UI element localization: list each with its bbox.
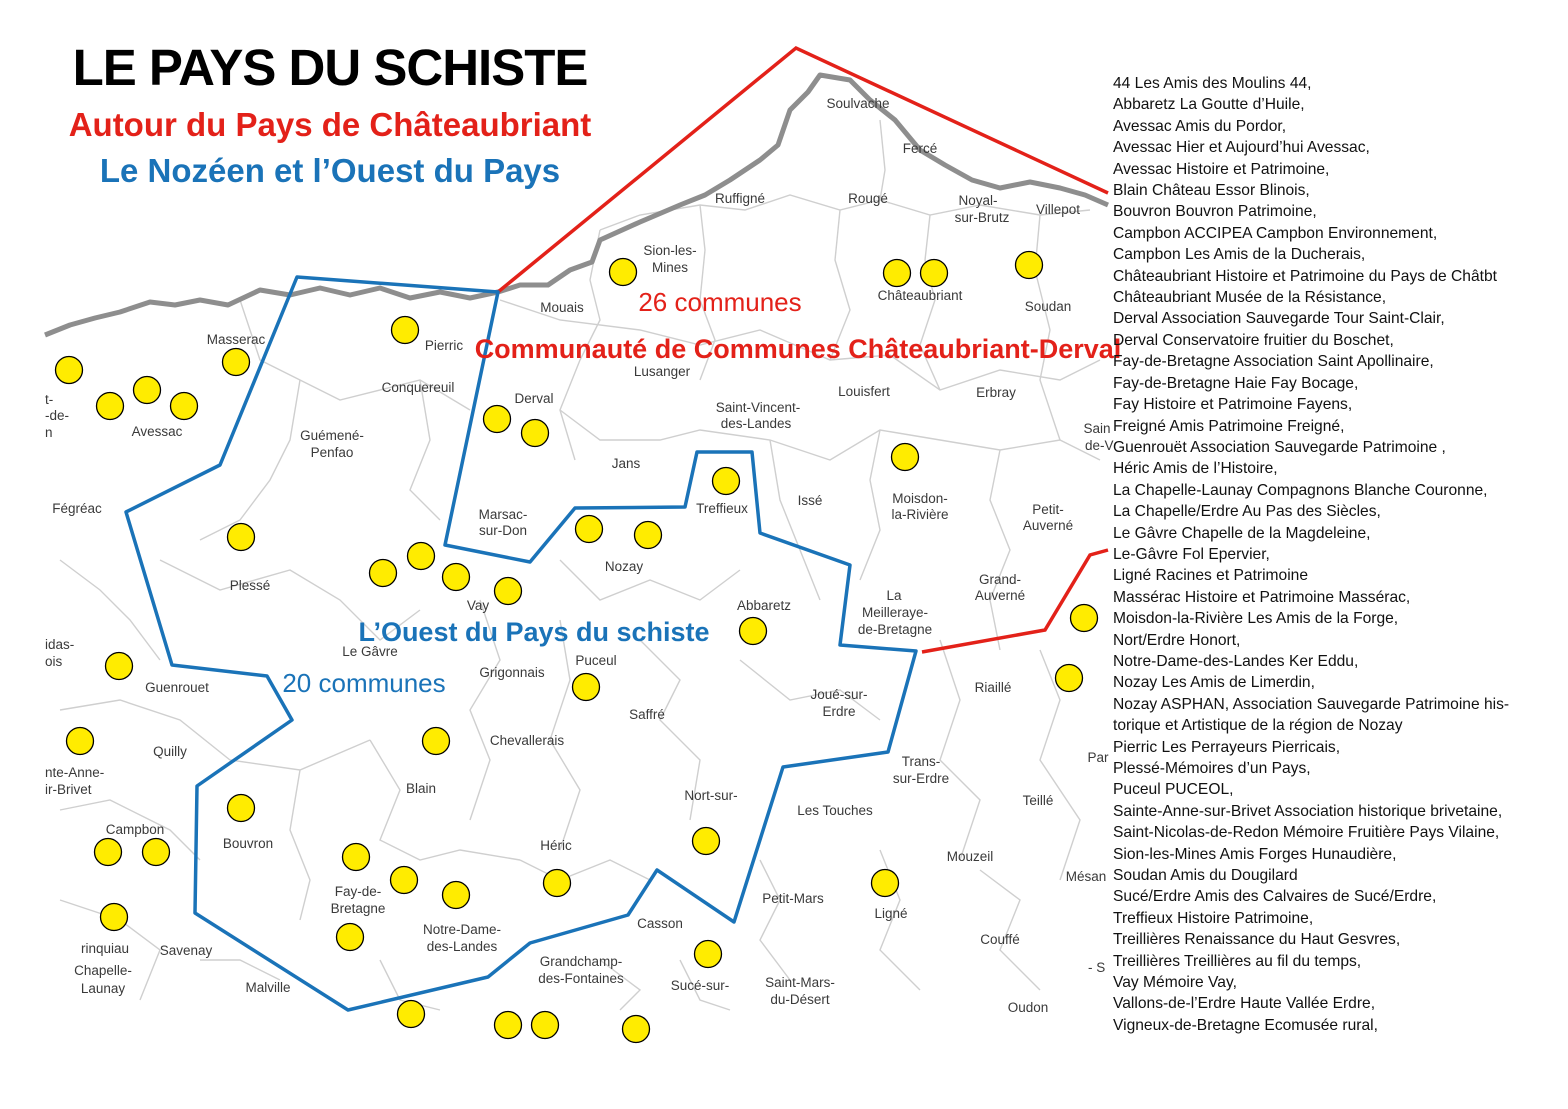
association-marker <box>370 560 397 587</box>
association-marker <box>134 377 161 404</box>
commune-label: Oudon <box>1007 1000 1049 1015</box>
association-item: Vay Mémoire Vay, <box>1113 974 1237 992</box>
commune-label: Fercé <box>902 141 938 156</box>
association-marker <box>623 1016 650 1043</box>
association-item: Avessac Hier et Aujourd’hui Avessac, <box>1113 139 1370 157</box>
association-marker <box>495 1012 522 1039</box>
association-marker <box>693 828 720 855</box>
association-item: La Chapelle/Erdre Au Pas des Siècles, <box>1113 503 1381 521</box>
association-marker <box>56 357 83 384</box>
association-marker <box>392 317 419 344</box>
association-marker <box>495 578 522 605</box>
association-marker <box>532 1012 559 1039</box>
commune-label: Launay <box>80 981 126 996</box>
commune-label: Notre-Dame- <box>422 922 502 937</box>
association-marker <box>573 674 600 701</box>
commune-label: Fégréac <box>52 501 102 516</box>
commune-label: Guenrouet <box>145 680 209 695</box>
association-item: Treffieux Histoire Patrimoine, <box>1113 909 1314 927</box>
commune-label: Couffé <box>980 932 1020 947</box>
association-marker <box>884 260 911 287</box>
commune-label: Nort-sur- <box>684 788 738 803</box>
association-marker <box>228 524 255 551</box>
association-item: Bouvron Bouvron Patrimoine, <box>1113 203 1317 221</box>
commune-label: Soulvache <box>826 96 890 111</box>
association-item: Treillières Treillières au fil du temps, <box>1113 952 1362 970</box>
commune-label: Issé <box>797 493 823 508</box>
commune-label: Quilly <box>153 744 187 759</box>
commune-label: -de- <box>45 408 70 423</box>
commune-label: Héric <box>540 838 572 853</box>
blue-region-count: 20 communes <box>282 668 446 698</box>
commune-label: Grand- <box>978 572 1022 587</box>
red-region-count: 26 communes <box>638 287 802 317</box>
commune-label: Saffré <box>629 707 665 722</box>
commune-label: Chevallerais <box>489 733 565 748</box>
association-marker <box>872 870 899 897</box>
map-title: LE PAYS DU SCHISTE <box>72 39 588 96</box>
commune-label: Mésan <box>1065 869 1107 884</box>
commune-label: Abbaretz <box>736 598 792 613</box>
association-item: 44 Les Amis des Moulins 44, <box>1113 75 1312 92</box>
association-item: Freigné Amis Patrimoine Freigné, <box>1113 417 1345 435</box>
association-item: Sainte-Anne-sur-Brivet Association historique brivetaine, <box>1113 802 1503 820</box>
commune-label: Jans <box>611 456 641 471</box>
commune-label: Soudan <box>1024 299 1072 314</box>
commune-label: Sain <box>1083 421 1111 436</box>
commune-label: Malville <box>245 980 291 995</box>
commune-label: Châteaubriant <box>877 288 963 303</box>
commune-label: Masserac <box>206 332 266 347</box>
association-marker <box>223 349 250 376</box>
commune-label: Louisfert <box>838 384 890 399</box>
association-marker <box>67 728 94 755</box>
commune-label: Penfao <box>310 445 354 460</box>
commune-label: Rougé <box>848 191 888 206</box>
commune-label: Campbon <box>105 822 165 837</box>
commune-label: Treffieux <box>696 501 748 516</box>
commune-label: des-Landes <box>426 939 498 954</box>
commune-label: Derval <box>514 391 554 406</box>
commune-label: Erdre <box>822 704 856 719</box>
association-item: Avessac Amis du Pordor, <box>1113 117 1287 135</box>
commune-label: Petit- <box>1032 502 1064 517</box>
association-item: Le-Gâvre Fol Epervier, <box>1113 545 1270 563</box>
commune-label: Grandchamp- <box>539 954 623 969</box>
association-item: La Chapelle-Launay Compagnons Blanche Couronne, <box>1113 481 1488 499</box>
association-marker <box>713 468 740 495</box>
association-item: Guenrouët Association Sauvegarde Patrimoine , <box>1113 438 1446 456</box>
association-marker <box>635 522 662 549</box>
association-marker <box>101 904 128 931</box>
commune-label: Mouais <box>540 300 584 315</box>
commune-label: Chapelle- <box>74 963 132 978</box>
commune-label: Villepot <box>1035 202 1081 217</box>
commune-label: Noyal- <box>958 193 998 208</box>
association-item: Puceul PUCEOL, <box>1113 781 1234 799</box>
association-item: Fay-de-Bretagne Association Saint Apollinaire, <box>1113 353 1434 371</box>
association-item: Ligné Racines et Patrimoine <box>1113 567 1309 585</box>
association-item: Saint-Nicolas-de-Redon Mémoire Fruitière Pays Vilaine, <box>1113 824 1500 842</box>
association-marker <box>1016 252 1043 279</box>
association-item: Fay-de-Bretagne Haie Fay Bocage, <box>1113 374 1359 392</box>
association-item: Fay Histoire et Patrimoine Fayens, <box>1113 396 1353 414</box>
commune-boundaries <box>60 120 1100 1010</box>
commune-label: rinquiau <box>80 941 130 956</box>
commune-label: de-Bretagne <box>857 622 933 637</box>
association-marker <box>740 618 767 645</box>
commune-label: des-Landes <box>720 416 792 431</box>
association-item: Avessac Histoire et Patrimoine, <box>1113 160 1330 178</box>
commune-label: n <box>45 425 53 440</box>
commune-label: Bretagne <box>330 901 386 916</box>
association-marker <box>97 393 124 420</box>
commune-label: t- <box>45 392 54 407</box>
association-item: Le Gâvre Chapelle de la Magdeleine, <box>1113 524 1371 542</box>
commune-label: Vay <box>466 598 490 613</box>
commune-label: de-V <box>1085 438 1114 453</box>
association-item: Moisdon-la-Rivière Les Amis de la Forge, <box>1113 610 1399 628</box>
association-marker <box>171 393 198 420</box>
commune-label: Conquereuil <box>381 380 455 395</box>
association-marker <box>391 867 418 894</box>
commune-label: Ruffigné <box>714 191 766 206</box>
association-item: Abbaretz La Goutte d’Huile, <box>1113 96 1305 114</box>
association-item: Sucé/Erdre Amis des Calvaires de Sucé/Erdre, <box>1113 888 1437 906</box>
commune-labels <box>52 96 1110 1015</box>
association-item: Châteaubriant Histoire et Patrimoine du Pays de Châtbt <box>1113 267 1497 285</box>
commune-label: la-Rivière <box>891 507 949 522</box>
association-item: Châteaubriant Musée de la Résistance, <box>1113 289 1387 307</box>
association-item: Derval Conservatoire fruitier du Boschet, <box>1113 331 1394 349</box>
commune-label: Lusanger <box>633 364 691 379</box>
association-item: Plessé-Mémoires d’un Pays, <box>1113 760 1311 777</box>
association-marker <box>343 844 370 871</box>
commune-label: Casson <box>637 916 683 931</box>
commune-label: Auverné <box>1022 518 1074 533</box>
association-marker <box>610 259 637 286</box>
association-item: Sion-les-Mines Amis Forges Hunaudière, <box>1113 845 1397 863</box>
association-marker <box>544 870 571 897</box>
commune-label: Sucé-sur- <box>670 978 730 993</box>
commune-label: des-Fontaines <box>538 971 624 986</box>
commune-label: Petit-Mars <box>762 891 824 906</box>
red-region-name: Communauté de Communes Châteaubriant-Derval <box>474 334 1122 364</box>
commune-label: Par <box>1087 750 1109 765</box>
commune-label: La <box>886 588 902 603</box>
commune-label: Riaillé <box>974 680 1012 695</box>
blue-region-name: L’Ouest du Pays du schiste <box>358 617 710 647</box>
commune-label: Sion-les- <box>643 243 697 258</box>
commune-label: Avessac <box>131 424 183 439</box>
commune-label: Guémené- <box>300 428 364 443</box>
association-marker <box>143 839 170 866</box>
commune-label: Blain <box>405 781 437 796</box>
association-item: Héric Amis de l’Histoire, <box>1113 460 1278 478</box>
commune-label: sur-Erdre <box>892 771 950 786</box>
association-item: Derval Association Sauvegarde Tour Saint-Clair, <box>1113 310 1445 328</box>
association-marker <box>106 653 133 680</box>
commune-label: Auverné <box>974 588 1026 603</box>
commune-label: sur-Brutz <box>954 210 1010 225</box>
subtitle-red: Autour du Pays de Châteaubriant <box>68 106 592 143</box>
commune-label: Erbray <box>976 385 1016 400</box>
commune-label: Ligné <box>874 906 908 921</box>
association-item: Blain Château Essor Blinois, <box>1113 182 1310 200</box>
association-item: Campbon Les Amis de la Ducherais, <box>1113 246 1366 264</box>
commune-label: Teillé <box>1022 793 1054 808</box>
association-marker <box>892 444 919 471</box>
association-item: Nort/Erdre Honort, <box>1113 631 1241 649</box>
association-item: Nozay ASPHAN, Association Sauvegarde Patrimoine his- <box>1113 695 1510 713</box>
commune-label: Saint-Vincent- <box>715 400 801 415</box>
association-list <box>1113 73 1563 1036</box>
association-item: Treillières Renaissance du Haut Gesvres, <box>1113 931 1401 949</box>
association-marker <box>443 882 470 909</box>
commune-label: Joué-sur- <box>810 687 868 702</box>
commune-label: Savenay <box>159 943 213 958</box>
commune-label: Moisdon- <box>892 491 948 506</box>
association-item: Campbon ACCIPEA Campbon Environnement, <box>1113 224 1438 242</box>
association-item: Nozay Les Amis de Limerdin, <box>1113 674 1315 692</box>
commune-label: Pierric <box>424 338 464 353</box>
commune-label: Le Gâvre <box>342 644 398 659</box>
association-marker <box>921 260 948 287</box>
association-marker <box>695 941 722 968</box>
commune-label: Mines <box>651 260 689 275</box>
subtitle-blue: Le Nozéen et l’Ouest du Pays <box>99 152 561 189</box>
association-marker <box>408 543 435 570</box>
association-marker <box>484 406 511 433</box>
association-marker <box>1071 605 1098 632</box>
commune-label: Les Touches <box>797 803 873 818</box>
commune-label: ir-Brivet <box>45 782 92 797</box>
commune-label: Saint-Mars- <box>765 975 835 990</box>
association-marker <box>398 1001 425 1028</box>
commune-label: Trans- <box>901 754 941 769</box>
association-marker <box>423 728 450 755</box>
commune-label: sur-Don <box>478 523 528 538</box>
association-marker <box>95 839 122 866</box>
association-item: Notre-Dame-des-Landes Ker Eddu, <box>1113 652 1359 670</box>
commune-label: - S <box>1088 960 1106 975</box>
association-marker <box>576 516 603 543</box>
commune-label: du-Désert <box>770 992 830 1007</box>
commune-label: Bouvron <box>222 836 274 851</box>
commune-label: Puceul <box>575 653 617 668</box>
association-item: Vallons-de-l’Erdre Haute Vallée Erdre, <box>1113 995 1376 1013</box>
association-item: Vigneux-de-Bretagne Ecomusée rural, <box>1113 1016 1378 1034</box>
association-marker <box>228 795 255 822</box>
commune-label: Mouzeil <box>946 849 994 864</box>
association-item: Massérac Histoire et Patrimoine Massérac, <box>1113 588 1411 606</box>
commune-label: Fay-de- <box>334 884 382 899</box>
commune-label: Marsac- <box>478 507 528 522</box>
title-block <box>40 38 620 194</box>
commune-label: Plessé <box>229 578 271 593</box>
commune-label: nte-Anne- <box>45 765 105 780</box>
association-marker <box>1056 665 1083 692</box>
commune-label: Grigonnais <box>479 665 545 680</box>
commune-label: Nozay <box>604 559 644 574</box>
commune-label: idas- <box>45 637 75 652</box>
association-item: torique et Artistique de la région de Nozay <box>1113 717 1403 735</box>
association-marker <box>522 420 549 447</box>
commune-label: ois <box>45 654 63 669</box>
association-marker <box>337 924 364 951</box>
association-item: Pierric Les Perrayeurs Pierricais, <box>1113 738 1341 756</box>
commune-label: Meilleraye- <box>861 605 929 620</box>
association-marker <box>443 564 470 591</box>
association-item: Soudan Amis du Dougilard <box>1113 867 1298 885</box>
